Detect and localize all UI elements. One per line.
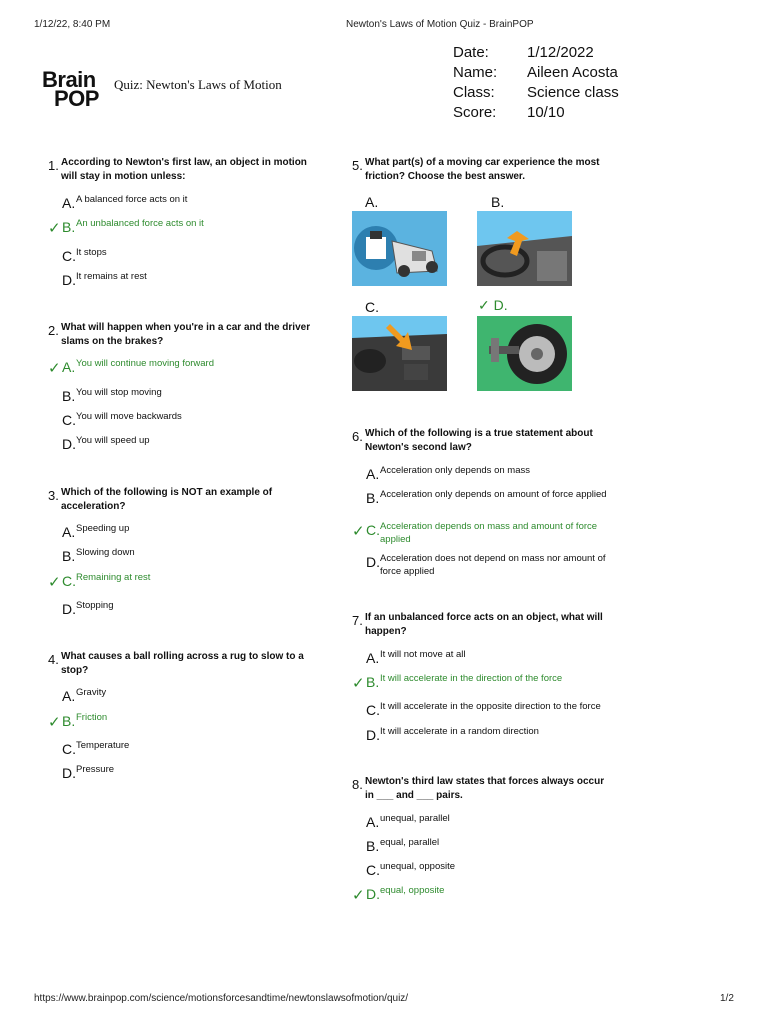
- answer-option: [48, 522, 313, 544]
- quiz-title: Quiz: Newton's Laws of Motion: [114, 77, 282, 92]
- option-letter: D.: [62, 272, 76, 288]
- option-letter: B.: [366, 838, 380, 854]
- option-text: Gravity: [76, 687, 107, 698]
- option-text: equal, parallel: [380, 837, 440, 848]
- question-text: According to Newton's first law, an object in motion will stay in motion unless:: [61, 157, 307, 182]
- answer-option: [352, 552, 622, 582]
- answer-option: [48, 386, 313, 408]
- option-letter: D.: [493, 297, 508, 313]
- option-letter: A.: [366, 650, 380, 666]
- question-number: 3.: [48, 488, 59, 503]
- option-text: It will not move at all: [380, 649, 466, 660]
- print-page-number: 1/2: [720, 993, 734, 1004]
- check-icon: ✓: [352, 675, 365, 692]
- option-letter: A.: [366, 466, 380, 482]
- question-text: What will happen when you're in a car and the driver slams on the brakes?: [61, 322, 311, 347]
- question-number: 1.: [48, 158, 59, 173]
- option-letter: A.: [62, 524, 76, 540]
- answer-option: [352, 860, 622, 882]
- answer-option: [352, 725, 622, 747]
- check-icon: ✓: [48, 574, 61, 591]
- option-letter: A.: [366, 814, 380, 830]
- option-text: It remains at rest: [76, 271, 147, 282]
- meta-date-value: 1/12/2022: [527, 44, 594, 61]
- option-letter: B.: [62, 219, 76, 235]
- option-text: It stops: [76, 247, 107, 258]
- option-text: You will speed up: [76, 435, 150, 446]
- print-footer-url: https://www.brainpop.com/science/motionsforcesandtime/newtonslawsofmotion/quiz/: [34, 993, 409, 1004]
- meta-date-label: Date:: [453, 44, 489, 61]
- answer-option: [48, 193, 313, 215]
- dashboard-image: [352, 316, 447, 391]
- answer-option: [48, 270, 313, 292]
- option-text: Remaining at rest: [76, 572, 151, 583]
- print-page-title: Newton's Laws of Motion Quiz - BrainPOP: [346, 19, 534, 30]
- answer-option: [48, 686, 313, 708]
- answer-option: [48, 739, 313, 761]
- option-letter: D.: [366, 886, 380, 902]
- option-letter: D.: [62, 601, 76, 617]
- answer-option-correct: [48, 357, 313, 379]
- image-option-label: C.: [365, 299, 379, 315]
- option-text: You will continue moving forward: [76, 358, 215, 369]
- answer-option-correct: [48, 571, 313, 593]
- option-letter: D.: [62, 436, 76, 452]
- logo-line-brain: Brain: [42, 67, 96, 92]
- option-text: unequal, parallel: [380, 813, 450, 824]
- answer-option: [352, 648, 622, 670]
- option-text: Friction: [76, 712, 108, 723]
- question-text: Which of the following is NOT an example of acceleration?: [61, 487, 273, 512]
- brainpop-logo: [42, 67, 99, 111]
- option-text: Pressure: [76, 764, 115, 775]
- meta-score-label: Score:: [453, 104, 497, 121]
- image-option-label: A.: [365, 194, 379, 210]
- meta-score-value: 10/10: [527, 104, 565, 121]
- option-text: Acceleration only depends on mass: [380, 465, 530, 476]
- option-text: An unbalanced force acts on it: [76, 218, 204, 229]
- option-text: It will accelerate in a random direction: [380, 726, 539, 737]
- question-text: What part(s) of a moving car experience the most friction? Choose the best answer.: [365, 157, 600, 182]
- answer-option: [352, 812, 622, 834]
- option-letter: C.: [62, 248, 76, 264]
- option-letter: B.: [366, 674, 380, 690]
- option-letter: B.: [62, 388, 76, 404]
- image-option-label-correct: [478, 297, 508, 314]
- question-number: 5.: [352, 158, 363, 173]
- option-letter: B.: [366, 490, 380, 506]
- check-icon: ✓: [48, 220, 61, 237]
- answer-option-correct: [352, 520, 622, 550]
- meta-name-value: Aileen Acosta: [527, 64, 618, 81]
- image-option-label: B.: [491, 194, 505, 210]
- answer-option: [48, 763, 313, 785]
- option-letter: A.: [62, 688, 76, 704]
- option-text: Acceleration depends on mass and amount of force applied: [380, 521, 598, 545]
- option-text: A balanced force acts on it: [76, 194, 188, 205]
- check-icon: ✓: [352, 887, 365, 904]
- answer-option-correct: [352, 884, 622, 906]
- option-text: unequal, opposite: [380, 861, 456, 872]
- option-letter: D.: [366, 727, 380, 743]
- check-icon: ✓: [48, 714, 61, 731]
- meta-class-value: Science class: [527, 84, 619, 101]
- question-text: Which of the following is a true statement about Newton's second law?: [365, 428, 593, 453]
- answer-option-correct: [352, 672, 622, 694]
- option-letter: B.: [62, 548, 76, 564]
- check-icon: ✓: [48, 360, 61, 377]
- option-text: Slowing down: [76, 547, 135, 558]
- steering-wheel-image: [477, 211, 572, 286]
- option-letter: C.: [62, 741, 76, 757]
- print-datetime: 1/12/22, 8:40 PM: [34, 19, 111, 30]
- option-letter: C.: [366, 702, 380, 718]
- answer-option: [48, 599, 313, 621]
- option-text: You will move backwards: [76, 411, 182, 422]
- answer-option: [48, 410, 313, 432]
- question-number: 4.: [48, 652, 59, 667]
- option-text: Temperature: [76, 740, 130, 751]
- question-number: 2.: [48, 323, 59, 338]
- logo-line-pop: POP: [54, 86, 99, 111]
- option-letter: C.: [366, 862, 380, 878]
- option-letter: D.: [366, 554, 380, 570]
- option-letter: C.: [366, 522, 380, 538]
- option-letter: C.: [62, 573, 76, 589]
- tire-image: [477, 316, 572, 391]
- meta-name-label: Name:: [453, 64, 498, 81]
- question-text: Newton's third law states that forces always occur in ___ and ___ pairs.: [365, 776, 605, 801]
- question-number: 8.: [352, 777, 363, 792]
- answer-option: [352, 700, 622, 722]
- answer-option-correct: [48, 711, 313, 733]
- meta-class-label: Class:: [453, 84, 495, 101]
- option-letter: C.: [62, 412, 76, 428]
- option-text: equal, opposite: [380, 885, 445, 896]
- option-text: Stopping: [76, 600, 114, 611]
- answer-option: [352, 464, 622, 486]
- option-text: It will accelerate in the direction of the force: [380, 673, 563, 684]
- option-text: Acceleration only depends on amount of force applied: [380, 489, 607, 500]
- question-text: What causes a ball rolling across a rug to slow to a stop?: [61, 651, 304, 676]
- check-icon: ✓: [478, 297, 490, 313]
- option-text: It will accelerate in the opposite direction to the force: [380, 701, 601, 712]
- option-text: Speeding up: [76, 523, 130, 534]
- question-text: If an unbalanced force acts on an object, what will happen?: [365, 612, 603, 637]
- option-letter: B.: [62, 713, 76, 729]
- check-icon: ✓: [352, 523, 365, 540]
- answer-option: [352, 836, 622, 858]
- answer-option: [48, 434, 313, 456]
- option-text: Acceleration does not depend on mass nor amount of force applied: [380, 553, 606, 577]
- option-letter: D.: [62, 765, 76, 781]
- answer-option: [48, 246, 313, 268]
- option-text: You will stop moving: [76, 387, 162, 398]
- question-number: 7.: [352, 613, 363, 628]
- car-chassis-image: [352, 211, 447, 286]
- question-number: 6.: [352, 429, 363, 444]
- answer-option: [352, 488, 622, 518]
- question-5: [352, 156, 622, 396]
- option-letter: A.: [62, 359, 76, 375]
- answer-option: [48, 546, 313, 568]
- option-letter: A.: [62, 195, 76, 211]
- answer-option-correct: [48, 217, 313, 239]
